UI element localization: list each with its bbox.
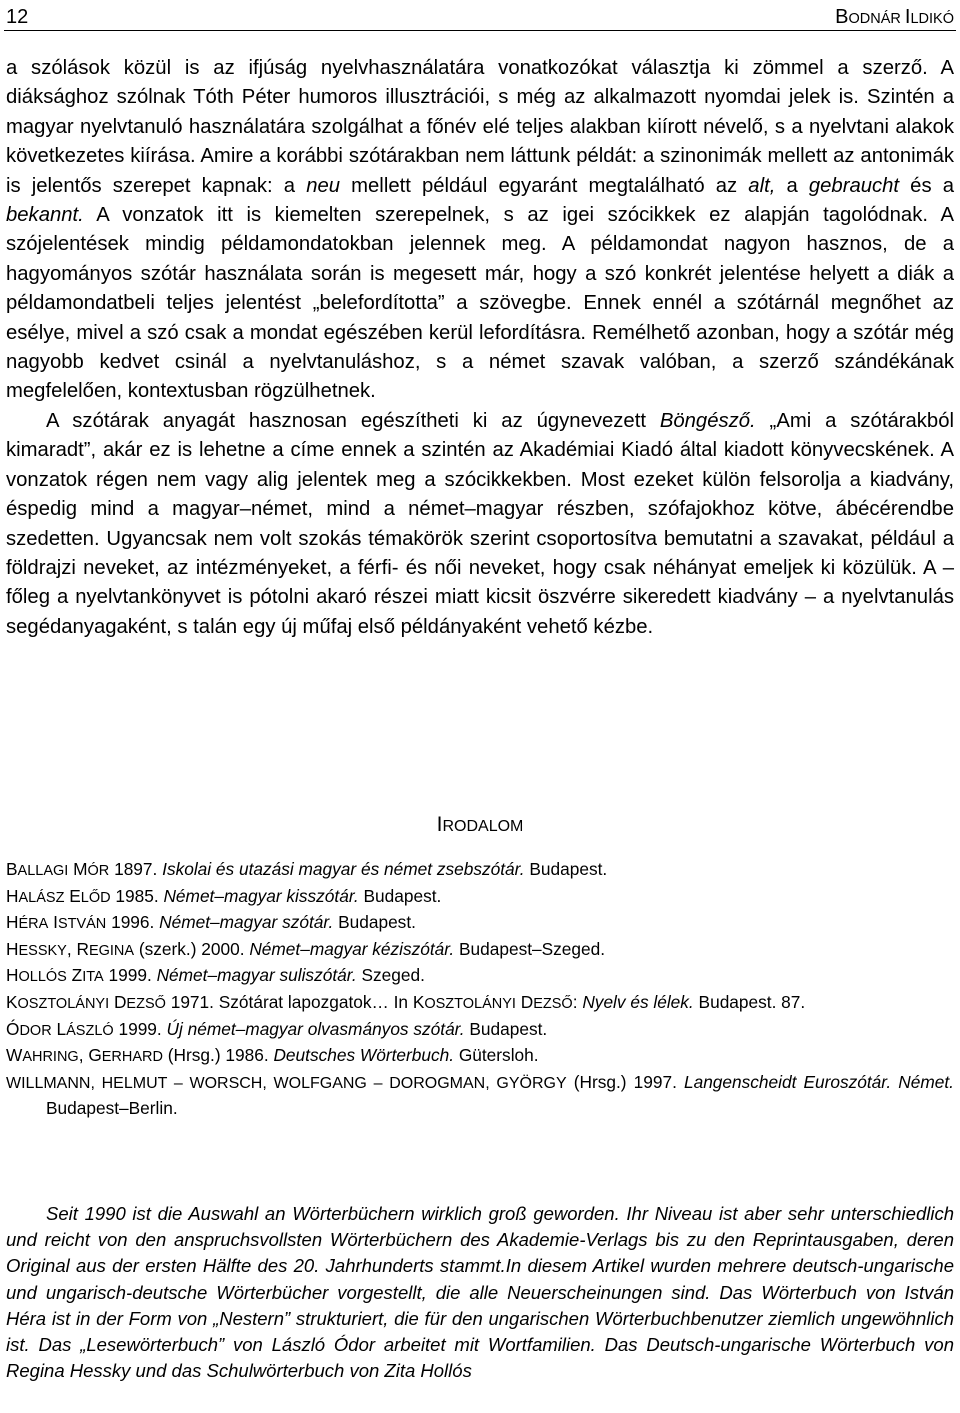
- reference-item: ÓDOR LÁSZLÓ 1999. Új német–magyar olvasmányos szótár. Budapest.: [6, 1018, 548, 1039]
- paragraph-2: A szótárak anyagát hasznosan egészítheti ki az úgynevezett Böngésző. „Ami a szótárakból kimaradt”, akár ez is lehetne a címe ennek a szintén az Akadémiai Kiadó által kiadott könyvecskének. A vonzatok régen nem vagy alig jelentek meg a szócikkekben. Most ezeket külön felsorolja a kiadvány, éspedig mind a magyar–német, mind a német–magyar részben, szófajokhoz kötve, ábécérendbe szedetten. Ugyancsak nem volt szokás témakörök szerint csoportosítva bemutatni a szavakat, például a földrajzi neveket, az intézményeket, a férfi- és női neveket, hogy csak néhányat emeljek ki közülük. A – főleg a nyelvtankönyvet is pótolni akaró részei miatt kicsit öszvérre sikeredett kiadvány – a nyelvtanulás segédanyagaként, s talán egy új műfaj első példányaként vehető kézbe.: [6, 409, 954, 638]
- reference-item: HÉRA ISTVÁN 1996. Német–magyar szótár. Budapest.: [6, 912, 416, 933]
- abstract-text: Seit 1990 ist die Auswahl an Wörterbüchern wirklich groß geworden. Ihr Niveau ist aber sehr unterschiedlich und reicht von den anspruchsvollsten Wörterbüchern des Akademie-Verlags bis zu den Reprintausgaben, deren Original aus der ersten Hälfte des 20. Jahrhunderts stammt.In diesem Artikel wurden mehrere deutsch-ungarische und ungarisch-deutsche Wörterbücher vorgestellt, die alle Neuerscheinungen sind. Das Wörterbuch von István Héra ist in der Form von „Nestern” strukturiert, die für den ungarischen Wörterbuchbenutzer ziemlich ungewöhnlich ist. Das „Lesewörterbuch” von László Ódor arbeitet mit Wortfamilien. Das Deutsch-ungarische Wörterbuch von Regina Hessky und das Schulwörterbuch von Zita Hollós: [6, 1203, 954, 1382]
- main-body: [6, 54, 954, 642]
- reference-item: HALÁSZ ELŐD 1985. Német–magyar kisszótár. Budapest.: [6, 885, 442, 906]
- german-abstract: [6, 1201, 954, 1384]
- page-header: [4, 2, 956, 31]
- reference-item: WAHRING, GERHARD (Hrsg.) 1986. Deutsches Wörterbuch. Gütersloh.: [6, 1045, 539, 1066]
- reference-item: HESSKY, REGINA (szerk.) 2000. Német–magyar kéziszótár. Budapest–Szeged.: [6, 938, 606, 959]
- reference-item: BALLAGI MÓR 1897. Iskolai és utazási magyar és német zsebszótár. Budapest.: [6, 859, 608, 879]
- reference-item: KOSZTOLÁNYI DEZSŐ 1971. Szótárat lapozgatok… In KOSZTOLÁNYI DEZSŐ: Nyelv és lélek. Budapest. 87.: [6, 991, 806, 1012]
- reference-item: HOLLÓS ZITA 1999. Német–magyar suliszótár. Szeged.: [6, 965, 425, 986]
- references-heading: IRODALOM: [436, 813, 524, 836]
- running-author: BODNÁR ILDIKÓ: [835, 6, 954, 28]
- paragraph-1: a szólások közül is az ifjúság nyelvhasználatára vonatkozókat választja ki zömmel a szerző. A diáksághoz szólnak Tóth Péter humoros illusztrációi, s még az alkalmazott nyomdai jelek is. Szintén a magyar nyelvtanuló használatára szolgálhat a főnév elé teljes alakban kiírott névelő, s a nyelvtani alakok következetes kiírása. Amire a korábbi szótárakban nem láttunk példát: a szinonimák mellett az antonimák is jelentős szerepet kapnak: a neu mellett például egyaránt megtalálható az alt, a gebraucht és a bekannt. A vonzatok itt is kiemelten szerepelnek, s az igei szócikkek ez alapján tagolódnak. A szójelentések mindig példamondatokban jelennek meg. A példamondat nagyon hasznos, de a hagyományos szótár használata során is megesett már, hogy a szó konkrét jelentése helyett a diák a példamondatbeli teljes jelentést „belefordította” a szövegbe. Ennek ennél a szótárnál megnőhet az esélye, mivel a szó csak a mondat egészében kerül lefordításra. Remélhető azonban, hogy a szótár még nagyobb kedvet csinál a nyelvtanuláshoz, s a német szavak valóban, a szerző szándékának megfelelően, kontextusban rögzülhetnek.: [6, 57, 954, 403]
- page-number: 12: [6, 6, 29, 28]
- reference-item: WILLMANN, HELMUT – WORSCH, WOLFGANG – DOROGMAN, GYÖRGY (Hrsg.) 1997. Langenscheidt Euroszótár. Német. Budapest–Berlin.: [6, 1071, 954, 1119]
- references-list: [6, 857, 954, 1121]
